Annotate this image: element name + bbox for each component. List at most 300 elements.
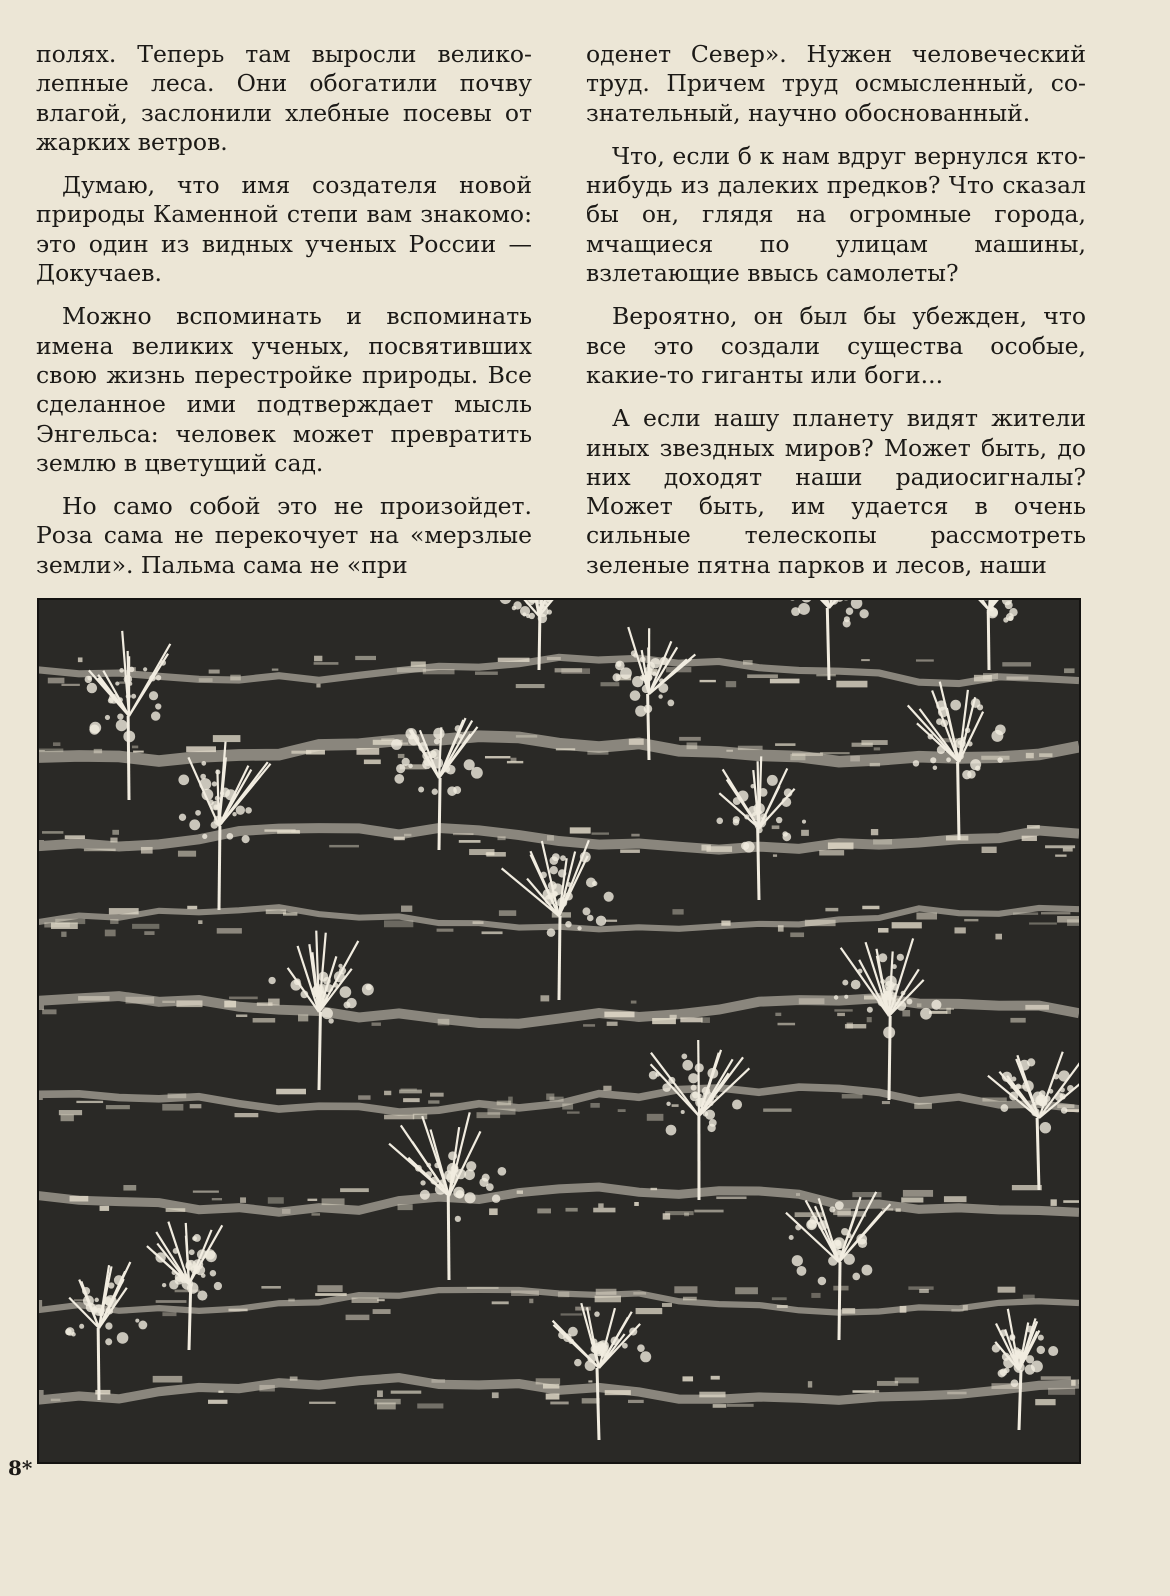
texture-speck — [605, 1390, 631, 1395]
texture-speck — [896, 1208, 901, 1212]
texture-speck — [954, 927, 965, 933]
texture-speck — [403, 1098, 420, 1102]
texture-speck — [377, 1390, 383, 1397]
texture-speck — [459, 840, 481, 843]
texture-speck — [1063, 848, 1073, 852]
texture-speck — [805, 920, 836, 926]
texture-speck — [882, 1101, 890, 1104]
texture-speck — [727, 1404, 754, 1407]
texture-speck — [264, 829, 295, 831]
texture-speck — [109, 908, 139, 914]
texture-speck — [763, 1108, 791, 1111]
texture-speck — [801, 830, 809, 836]
texture-speck — [903, 1190, 933, 1197]
texture-speck — [162, 1104, 183, 1111]
texture-speck — [916, 913, 937, 920]
texture-speck — [162, 1001, 175, 1003]
tree — [65, 1262, 147, 1400]
texture-speck — [105, 930, 116, 937]
tree — [85, 631, 171, 800]
texture-speck — [596, 1289, 617, 1295]
texture-speck — [561, 668, 590, 674]
texture-speck — [816, 674, 836, 676]
texture-speck — [775, 743, 795, 746]
texture-speck — [314, 662, 339, 665]
texture-speck — [870, 763, 880, 767]
texture-speck — [998, 1287, 1016, 1293]
texture-speck — [842, 1094, 863, 1098]
texture-speck — [78, 996, 109, 1001]
texture-speck — [819, 850, 844, 855]
tree — [147, 1222, 222, 1350]
paragraph: оденет Север». Нужен человеческий труд. Причем труд осмысленный, сознательный, научно обоснованный. — [586, 40, 1086, 127]
tree — [951, 600, 1018, 670]
texture-speck — [852, 1390, 874, 1393]
texture-speck — [670, 1015, 677, 1019]
texture-speck — [329, 845, 359, 847]
texture-speck — [126, 997, 155, 1004]
texture-speck — [59, 1110, 82, 1115]
texture-speck — [53, 742, 60, 746]
texture-speck — [558, 1292, 569, 1298]
texture-speck — [593, 1208, 615, 1213]
texture-speck — [156, 1300, 187, 1303]
texture-speck — [873, 839, 892, 844]
texture-speck — [1078, 1379, 1079, 1384]
texture-speck — [1029, 922, 1057, 924]
texture-speck — [340, 1188, 369, 1192]
texture-speck — [726, 681, 736, 687]
texture-speck — [601, 682, 620, 686]
texture-speck — [1041, 1376, 1071, 1380]
texture-speck — [1023, 1295, 1035, 1299]
paragraph: А если нашу планету видят жители иных звездных миров? Может быть, до них доходят наши радиосигналы? Может быть, им удается в очень сильные телескопы рассмотреть зеленые пятна парков и лесов, наши — [586, 404, 1086, 579]
texture-speck — [634, 1202, 639, 1206]
texture-speck — [311, 1213, 320, 1215]
texture-speck — [713, 1404, 727, 1408]
texture-speck — [871, 829, 878, 835]
texture-speck — [652, 1018, 676, 1024]
texture-speck — [132, 924, 159, 929]
texture-speck — [773, 854, 777, 856]
illustration-young-trees-on-terraces — [37, 598, 1081, 1464]
texture-speck — [497, 836, 505, 840]
texture-speck — [1071, 1380, 1075, 1386]
texture-speck — [562, 1104, 573, 1110]
texture-speck — [738, 746, 763, 750]
paragraph: Что, если б к нам вдруг вернулся кто-нибудь из далеких предков? Что сказал бы он, глядя на огромные города, мчащиеся по улицам машины, взлетающие ввысь самолеты? — [586, 141, 1086, 288]
texture-speck — [595, 1296, 621, 1303]
texture-speck — [355, 656, 376, 660]
texture-speck — [437, 929, 454, 932]
texture-speck — [570, 827, 591, 833]
texture-speck — [1048, 1388, 1075, 1395]
texture-speck — [298, 1014, 308, 1021]
texture-speck — [517, 1190, 523, 1193]
text-column-left — [36, 40, 532, 594]
texture-speck — [699, 1392, 725, 1398]
texture-speck — [726, 750, 733, 752]
texture-speck — [861, 659, 870, 661]
texture-speck — [811, 1293, 820, 1298]
texture-speck — [743, 660, 753, 665]
texture-speck — [39, 749, 63, 753]
texture-speck — [398, 1204, 413, 1210]
texture-speck — [547, 657, 561, 660]
texture-speck — [837, 1013, 845, 1016]
texture-speck — [364, 760, 381, 765]
texture-speck — [193, 1191, 219, 1193]
texture-speck — [808, 1381, 812, 1387]
texture-speck — [842, 1308, 855, 1314]
texture-speck — [48, 678, 65, 684]
texture-speck — [674, 1286, 697, 1293]
texture-speck — [620, 849, 640, 852]
texture-speck — [836, 681, 867, 688]
texture-speck — [94, 749, 102, 753]
texture-speck — [51, 922, 78, 929]
texture-speck — [1026, 753, 1034, 758]
texture-speck — [198, 920, 202, 924]
texture-speck — [144, 931, 154, 935]
texture-speck — [598, 1203, 603, 1207]
texture-speck — [981, 756, 1009, 760]
texture-speck — [482, 931, 503, 934]
texture-speck — [61, 684, 79, 686]
texture-speck — [567, 1111, 580, 1113]
texture-speck — [1051, 1199, 1057, 1206]
texture-speck — [61, 1115, 74, 1122]
texture-speck — [485, 756, 510, 758]
texture-speck — [1039, 753, 1052, 757]
texture-speck — [178, 851, 196, 857]
texture-speck — [605, 920, 617, 922]
texture-speck — [672, 909, 683, 914]
texture-speck — [356, 748, 379, 755]
texture-speck — [861, 740, 887, 745]
texture-speck — [498, 658, 530, 662]
terrace-streak — [39, 828, 1079, 850]
texture-speck — [314, 656, 322, 662]
texture-speck — [607, 1022, 618, 1026]
texture-speck — [747, 674, 778, 678]
texture-speck — [684, 1213, 689, 1217]
texture-speck — [561, 1313, 583, 1315]
texture-speck — [546, 1394, 560, 1400]
texture-speck — [230, 675, 241, 681]
texture-speck — [651, 1188, 658, 1190]
texture-speck — [213, 735, 241, 742]
texture-speck — [796, 1193, 800, 1196]
texture-speck — [70, 1196, 89, 1202]
texture-speck — [224, 1001, 236, 1008]
texture-speck — [662, 1303, 672, 1307]
texture-speck — [228, 1309, 247, 1312]
texture-speck — [106, 1105, 130, 1109]
texture-speck — [499, 910, 516, 916]
texture-speck — [428, 1100, 439, 1103]
texture-speck — [565, 1208, 577, 1212]
texture-speck — [556, 748, 575, 750]
texture-speck — [272, 669, 279, 671]
tree — [716, 756, 806, 900]
texture-speck — [944, 1196, 967, 1202]
texture-speck — [777, 1305, 788, 1308]
texture-speck — [790, 932, 804, 937]
texture-speck — [775, 1013, 781, 1016]
texture-speck — [372, 1022, 381, 1025]
texture-speck — [647, 1114, 664, 1121]
texture-speck — [253, 1018, 276, 1022]
paragraph: Думаю, что имя создателя новой природы Каменной степи вам знакомо: это один из видных ученых России — Докучаев. — [36, 171, 532, 288]
texture-speck — [892, 922, 922, 928]
texture-speck — [633, 1292, 646, 1295]
texture-speck — [65, 835, 85, 839]
texture-speck — [404, 834, 411, 837]
texture-speck — [683, 1297, 697, 1301]
texture-speck — [628, 1400, 644, 1403]
texture-speck — [176, 1000, 202, 1007]
texture-speck — [51, 1399, 61, 1402]
texture-speck — [946, 836, 968, 841]
texture-speck — [381, 738, 394, 741]
texture-speck — [384, 1091, 391, 1095]
texture-speck — [511, 1290, 539, 1296]
texture-speck — [316, 684, 320, 688]
texture-speck — [489, 1208, 498, 1215]
texture-speck — [259, 1385, 274, 1392]
texture-speck — [61, 932, 66, 937]
texture-speck — [276, 1089, 306, 1095]
texture-speck — [778, 925, 784, 931]
texture-speck — [834, 1009, 852, 1011]
texture-speck — [268, 1197, 284, 1203]
texture-speck — [467, 1287, 499, 1289]
texture-speck — [917, 1003, 922, 1007]
texture-speck — [680, 1017, 702, 1022]
texture-speck — [257, 1002, 273, 1005]
text-column-right — [586, 40, 1086, 594]
texture-speck — [190, 1104, 202, 1108]
texture-speck — [377, 1403, 396, 1410]
texture-speck — [208, 1400, 227, 1404]
texture-speck — [473, 921, 484, 924]
texture-speck — [398, 754, 405, 758]
paragraph: Можно вспоминать и вспоминать имена великих ученых, посвятивших свою жизнь перестройке природы. Все сделанное ими подтверждает мысль Энгельса: человек может превратить землю в цветущий сад. — [36, 302, 532, 477]
texture-speck — [508, 1097, 513, 1104]
texture-speck — [322, 1198, 345, 1205]
texture-speck — [477, 1112, 501, 1118]
texture-speck — [1013, 912, 1038, 915]
texture-speck — [373, 1309, 391, 1314]
texture-speck — [315, 1293, 347, 1296]
texture-speck — [604, 1012, 634, 1018]
texture-speck — [100, 1206, 110, 1211]
texture-speck — [878, 928, 888, 933]
texture-speck — [982, 1097, 1006, 1101]
texture-speck — [631, 1001, 637, 1004]
texture-speck — [799, 998, 825, 1004]
texture-speck — [288, 1299, 294, 1302]
texture-speck — [212, 1198, 222, 1200]
texture-speck — [394, 837, 405, 841]
page-number: 8* — [8, 1456, 33, 1480]
texture-speck — [772, 825, 780, 829]
texture-speck — [411, 661, 426, 666]
texture-speck — [874, 747, 880, 750]
texture-speck — [438, 1019, 450, 1026]
texture-speck — [516, 684, 545, 688]
texture-speck — [852, 1192, 881, 1197]
texture-speck — [982, 847, 997, 853]
texture-speck — [401, 906, 412, 912]
texture-speck — [770, 679, 800, 684]
texture-speck — [790, 754, 805, 760]
texture-speck — [1063, 1200, 1079, 1203]
texture-speck — [631, 834, 639, 837]
paragraph: полях. Теперь там выросли великолепные леса. Они обогатили почву влагой, заслонили хлебные посевы от жарких ветров. — [36, 40, 532, 156]
texture-speck — [266, 909, 286, 914]
illustration-canvas — [39, 600, 1079, 1462]
texture-speck — [282, 1209, 290, 1214]
texture-speck — [672, 1104, 679, 1107]
texture-speck — [603, 1086, 611, 1091]
texture-speck — [547, 835, 554, 840]
texture-speck — [76, 1101, 103, 1103]
texture-speck — [235, 1113, 259, 1117]
texture-speck — [850, 756, 860, 762]
texture-speck — [591, 832, 609, 834]
texture-speck — [132, 746, 138, 749]
texture-speck — [133, 751, 144, 753]
texture-speck — [153, 1376, 183, 1383]
texture-speck — [629, 739, 644, 745]
texture-speck — [951, 1309, 963, 1312]
texture-speck — [384, 920, 413, 927]
texture-speck — [862, 906, 879, 909]
texture-speck — [914, 1103, 932, 1109]
texture-speck — [511, 758, 517, 762]
texture-speck — [1012, 1185, 1042, 1190]
texture-speck — [711, 1376, 720, 1380]
texture-speck — [847, 1023, 853, 1029]
texture-speck — [588, 1380, 592, 1382]
texture-speck — [1065, 1109, 1079, 1112]
texture-speck — [1025, 1005, 1049, 1010]
texture-speck — [908, 1286, 933, 1289]
texture-speck — [306, 750, 325, 755]
texture-speck — [218, 1391, 223, 1393]
texture-speck — [199, 678, 213, 682]
texture-speck — [590, 1103, 599, 1108]
texture-speck — [431, 1379, 445, 1383]
texture-speck — [995, 934, 1002, 940]
texture-speck — [1006, 677, 1028, 680]
texture-speck — [947, 1392, 966, 1395]
texture-speck — [42, 1009, 56, 1014]
paragraph: Вероятно, он был бы убежден, что все это создали существа особые, какие-то гиганты или боги... — [586, 302, 1086, 389]
texture-speck — [469, 849, 494, 855]
texture-speck — [1041, 912, 1070, 914]
texture-speck — [317, 1285, 342, 1292]
texture-speck — [636, 1308, 663, 1314]
texture-speck — [236, 1014, 247, 1017]
texture-speck — [358, 1095, 370, 1099]
texture-speck — [867, 1017, 872, 1022]
texture-speck — [663, 1213, 670, 1219]
texture-speck — [186, 746, 216, 752]
texture-speck — [1057, 1104, 1074, 1108]
texture-speck — [895, 1377, 919, 1383]
texture-speck — [1045, 845, 1075, 848]
texture-speck — [417, 1403, 443, 1408]
texture-speck — [307, 1199, 317, 1201]
texture-speck — [290, 1376, 298, 1380]
texture-speck — [187, 906, 197, 909]
texture-speck — [397, 668, 426, 673]
texture-speck — [778, 1023, 796, 1026]
texture-speck — [492, 1301, 509, 1304]
texture-speck — [1010, 1018, 1025, 1023]
texture-speck — [168, 1093, 187, 1098]
paragraph: Но само собой это не произойдет. Роза сама не перекочует на «мерзлые земли». Пальма сама не «при — [36, 492, 532, 579]
texture-speck — [413, 1114, 427, 1119]
texture-speck — [721, 921, 730, 926]
texture-speck — [825, 908, 838, 911]
texture-speck — [537, 1208, 551, 1213]
texture-speck — [716, 1197, 746, 1200]
texture-speck — [694, 1210, 723, 1213]
texture-speck — [229, 997, 258, 1000]
texture-speck — [166, 1208, 186, 1212]
texture-speck — [123, 1185, 136, 1191]
texture-speck — [391, 1391, 422, 1394]
tree — [649, 1040, 750, 1200]
texture-speck — [384, 1115, 414, 1120]
texture-speck — [78, 657, 83, 662]
texture-speck — [423, 669, 455, 674]
texture-speck — [399, 1090, 422, 1094]
tree — [988, 1052, 1079, 1190]
texture-speck — [583, 1024, 595, 1027]
texture-speck — [110, 919, 118, 924]
texture-speck — [706, 846, 732, 852]
texture-speck — [618, 1109, 626, 1112]
texture-speck — [453, 833, 474, 835]
texture-speck — [540, 995, 549, 1001]
texture-speck — [682, 1376, 693, 1381]
texture-speck — [42, 831, 63, 834]
texture-speck — [1035, 1399, 1055, 1405]
texture-speck — [240, 1197, 246, 1202]
texture-speck — [1055, 855, 1066, 857]
texture-speck — [112, 830, 119, 835]
texture-speck — [492, 1392, 499, 1398]
texture-speck — [901, 1197, 923, 1202]
texture-speck — [550, 1402, 568, 1405]
texture-speck — [963, 1305, 968, 1311]
texture-speck — [209, 670, 220, 674]
texture-speck — [828, 842, 854, 849]
texture-speck — [679, 737, 701, 741]
texture-speck — [475, 672, 498, 675]
texture-speck — [309, 1402, 335, 1404]
texture-speck — [346, 1315, 370, 1320]
texture-speck — [983, 673, 998, 679]
texture-speck — [700, 680, 716, 682]
texture-speck — [516, 735, 537, 737]
tree — [553, 1303, 652, 1440]
